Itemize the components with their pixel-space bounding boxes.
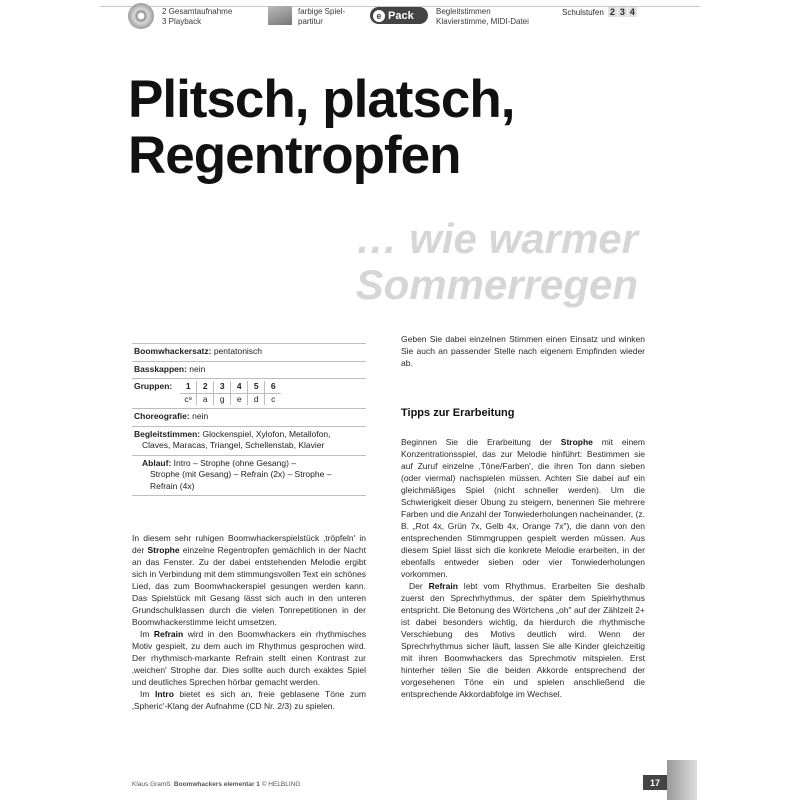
gruppe-num: 1 [180, 381, 197, 393]
gruppen-table [180, 381, 281, 405]
page-number: 17 [643, 775, 667, 790]
page-title [128, 72, 515, 184]
gruppe-num: 3 [214, 381, 231, 393]
gruppe-note: c⁸ [184, 393, 193, 404]
gruppe-note: g [214, 393, 231, 405]
score-info [298, 7, 345, 27]
bass-value: nein [186, 363, 206, 374]
ablauf-value-3: Refrain (4x) [150, 480, 195, 491]
subtitle-line-1: … wie warmer [355, 215, 638, 262]
info-bass [132, 361, 366, 379]
score-icon [268, 6, 292, 25]
level-2: 2 [607, 7, 617, 17]
score-line-1: farbige Spiel- [298, 7, 346, 16]
level-4: 4 [627, 7, 637, 17]
footer-publisher: © HELBLING [259, 781, 301, 788]
epack-e-icon: e [373, 10, 385, 22]
begleit-value-2: Claves, Maracas, Triangel, Schellenstab, Klavier [142, 440, 325, 450]
begleit-line-1: Begleitstimmen [436, 7, 491, 16]
title-line-2: Regentropfen [128, 126, 461, 185]
satz-value: pentatonisch [211, 346, 263, 356]
right-paragraph-1: Beginnen Sie die Erarbeitung der Strophe mit einem Konzentrationsspiel, das zur Melodie hinführt: Bestimmen sie auf Zuruf einzelne ‚Töne/Farben', die ihren Ton dann sieben (oder viermal) nachspielen müssen. Achten Sie dabei auf ein gleichmäßiges Spiel (nicht schneller werden). Um die Schwierigkeit dieser Übung zu steigern, benennen Sie mehrere Farben und die Anzahl der Tonwiederholungen nacheinander, (z. B. „Rot 4x, Grün 7x, Gelb 4x, Orange 7x"), die dann von den entsprechenden Stimmgruppen gespielt werden müssen. Aus diesem Spiel lässt sich die konkrete Melodie erarbeiten, in der ebenfalls entweder sieben oder vier Tonwiederholungen vorkommen. [401, 437, 645, 579]
right-paragraph-0: Geben Sie dabei einzelnen Stimmen einen Einsatz und winken Sie auch an passender Stelle nach eigenem Empfinden wieder ab. [401, 334, 645, 368]
begleit-line-2: Klavierstimme, MIDI-Datei [436, 17, 529, 26]
gruppe-note: a [197, 393, 214, 405]
gruppe-num: 6 [265, 381, 282, 393]
info-begleit [132, 426, 366, 455]
levels-label: Schulstufen [562, 7, 604, 17]
gruppe-num: 5 [248, 381, 265, 393]
left-paragraph-2: Im Refrain wird in den Boomwhackers ein rhythmisches Motiv gespielt, zu dem auch im Rhythmus gesprochen wird. Der rhythmisch-markante Refrain stellt einen Kontrast zur ‚weichen' Strophe dar. Dies sollte auch durch exaktes Spiel und deutliches Sprechen hörbar gemacht werden. [132, 629, 366, 687]
ablauf-label: Ablauf: [142, 457, 172, 468]
left-paragraph-1: In diesem sehr ruhigen Boomwhackerspielstück ‚tröpfeln' in der Strophe einzelne Regentropfen gemächlich in der Nacht an das Fenster. Zu der dabei entstehenden Melodie ergibt sich in Verbindung mit dem stimmungsvollen Text ein schönes Lied, das zum Boomwhackerspiel gesungen werden kann. Das Spielstück mit Gesang lässt sich auch in den unteren Grundschulklassen durch die vielen Tonrepetitionen in der Boomwhackerstimme leicht umsetzen. [132, 533, 366, 627]
bass-label: Basskappen: [134, 363, 187, 374]
gruppen-label: Gruppen: [134, 381, 173, 391]
info-gruppen [132, 378, 366, 408]
right-column [401, 436, 645, 700]
score-line-2: partitur [298, 17, 323, 26]
gruppe-note: d [248, 393, 265, 405]
info-ablauf [132, 455, 366, 497]
title-line-1: Plitsch, platsch, [128, 70, 515, 129]
ablauf-value-2: Strophe (mit Gesang) – Refrain (2x) – Strophe – [150, 469, 332, 479]
school-levels [562, 7, 637, 17]
cd-tracks [162, 7, 232, 27]
begleit-label: Begleitstimmen: [134, 428, 201, 439]
gruppen-numbers-row [180, 381, 281, 393]
epack-label: Pack [388, 9, 414, 22]
right-paragraph-2: Der Refrain lebt vom Rhythmus. Erarbeiten Sie deshalb zuerst den Sprechrhythmus, der später dem Spielrhythmus entspricht. Die Betonung des Wörtchens „oh" auf der Zählzeit 2+ ist dabei besonders wichtig, da hierdurch die rhythmische Verschiebung des Motivs deutlich wird. Wenn der Sprechrhythmus sicher läuft, lassen Sie alle Kinder gleichzeitig mit ihren Boomwhackers das Sprechmotiv mitspielen. Erst hinterher teilen Sie die beiden Akkorde entsprechend der vorgesehenen Töne ein und spielen anschließend die entsprechende Akkordabfolge im Wechsel. [401, 581, 645, 699]
right-column-intro [401, 333, 645, 369]
info-satz [132, 343, 366, 361]
footer-credit [132, 781, 300, 788]
left-column [132, 532, 366, 712]
page-edge [667, 760, 697, 800]
gruppe-num: 2 [197, 381, 214, 393]
levels-box [607, 7, 637, 17]
gruppe-note: c [265, 393, 282, 405]
info-box [132, 343, 366, 496]
epack-badge [370, 7, 428, 24]
choreo-value: nein [189, 411, 209, 421]
cd-track-playback: 3 Playback [162, 17, 202, 26]
gruppe-num: 4 [231, 381, 248, 393]
satz-label: Boomwhackersatz: [134, 346, 212, 356]
footer-author: Klaus Gramß: [132, 781, 174, 788]
section-heading: Tipps zur Erarbeitung [401, 407, 515, 419]
gruppen-notes-row [180, 393, 281, 405]
cd-icon [128, 3, 154, 29]
begleit-info [436, 7, 529, 27]
subtitle-line-2: Sommerregen [355, 261, 638, 308]
page-subtitle [356, 216, 638, 308]
left-paragraph-3: Im Intro bietet es sich an, freie geblasene Töne zum ‚Spheric'-Klang der Aufnahme (CD Nr. 2/3) zu spielen. [132, 689, 367, 711]
cd-track-gesamt: 2 Gesamtaufnahme [162, 7, 233, 16]
gruppe-note: e [231, 393, 248, 405]
footer-book: Boomwhackers elementar 1 [173, 781, 260, 788]
level-3: 3 [617, 7, 627, 17]
ablauf-value-1: Intro – Strophe (ohne Gesang) – [171, 457, 297, 468]
info-choreo [132, 408, 366, 426]
choreo-label: Choreografie: [134, 411, 190, 421]
begleit-value-1: Glockenspiel, Xylofon, Metallofon, [200, 428, 331, 439]
